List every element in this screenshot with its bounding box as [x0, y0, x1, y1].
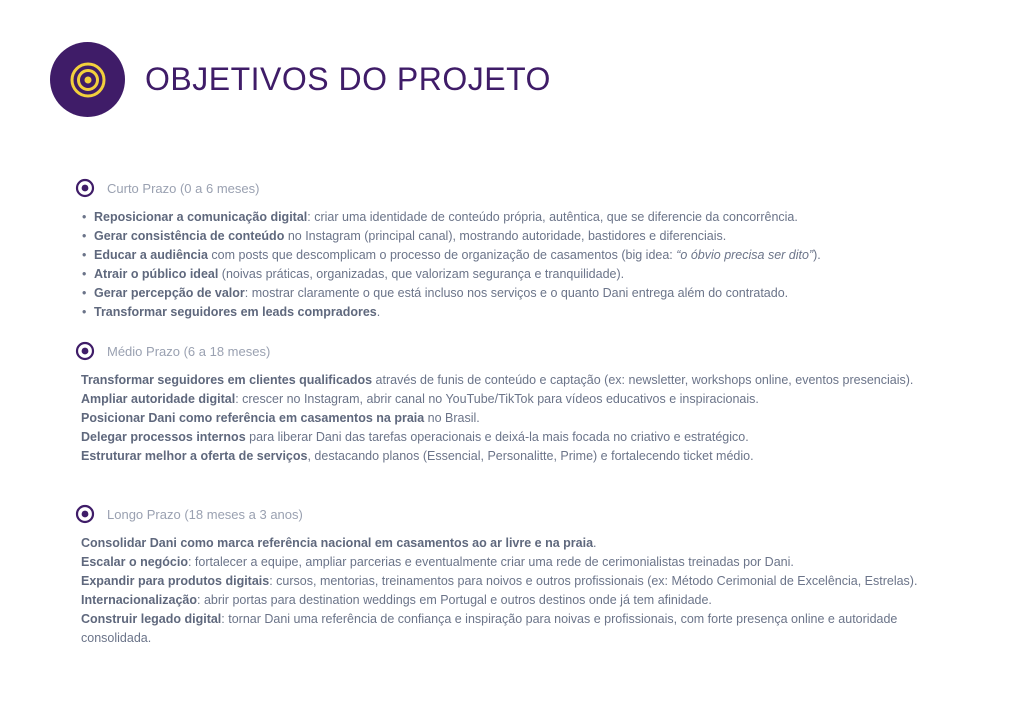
long-term-list [75, 534, 955, 648]
list-item: • Gerar consistência de conteúdo no Instagram (principal canal), mostrando autoridade, bastidores e diferenciais. [94, 227, 955, 246]
list-item: Transformar seguidores em clientes qualificados através de funis de conteúdo e captação (ex: newsletter, workshops online, eventos presenciais). [81, 373, 914, 387]
page-title: OBJETIVOS DO PROJETO [145, 61, 551, 97]
section-title: Médio Prazo (6 a 18 meses) [107, 343, 271, 359]
list-item: Consolidar Dani como marca referência nacional em casamentos ao ar livre e na praia. [81, 536, 597, 550]
list-item: Ampliar autoridade digital: crescer no Instagram, abrir canal no YouTube/TikTok para vídeos educativos e inspiracionais. [81, 392, 759, 406]
list-item: Posicionar Dani como referência em casamentos na praia no Brasil. [81, 411, 480, 425]
list-item: Estruturar melhor a oferta de serviços, destacando planos (Essencial, Personalitte, Prime) e fortalecendo ticket médio. [81, 449, 754, 463]
list-item: • Atrair o público ideal (noivas práticas, organizadas, que valorizam segurança e tranquilidade). [94, 265, 955, 284]
section-title: Longo Prazo (18 meses a 3 anos) [107, 506, 303, 522]
radio-bullet-icon [75, 178, 95, 198]
section-title: Curto Prazo (0 a 6 meses) [107, 180, 260, 196]
list-item: • Reposicionar a comunicação digital: criar uma identidade de conteúdo própria, autêntica, que se diferencie da concorrência. [94, 208, 955, 227]
section-long-term [75, 504, 955, 648]
list-item: • Transformar seguidores em leads compradores. [94, 303, 955, 322]
short-term-list [75, 208, 955, 322]
list-item: Escalar o negócio: fortalecer a equipe, ampliar parcerias e eventualmente criar uma rede de cerimonialistas treinadas por Dani. [81, 555, 794, 569]
page-header [50, 42, 551, 117]
section-short-term [75, 178, 955, 322]
section-mid-term [75, 341, 955, 466]
list-item: Internacionalização: abrir portas para destination weddings em Portugal e outros destinos onde já tem afinidade. [81, 593, 712, 607]
target-icon [50, 42, 125, 117]
list-item: Construir legado digital: tornar Dani uma referência de confiança e inspiração para noivas e profissionais, com forte presença online e autoridade consolidada. [81, 612, 898, 645]
list-item: • Gerar percepção de valor: mostrar claramente o que está incluso nos serviços e o quanto Dani entrega além do contratado. [94, 284, 955, 303]
radio-bullet-icon [75, 504, 95, 524]
list-item: • Educar a audiência com posts que descomplicam o processo de organização de casamentos (big idea: “o óbvio precisa ser dito”). [94, 246, 955, 265]
radio-bullet-icon [75, 341, 95, 361]
list-item: Expandir para produtos digitais: cursos, mentorias, treinamentos para noivos e outros profissionais (ex: Método Cerimonial de Excelência, Estrelas). [81, 574, 918, 588]
list-item: Delegar processos internos para liberar Dani das tarefas operacionais e deixá-la mais focada no criativo e estratégico. [81, 430, 749, 444]
mid-term-list [75, 371, 955, 466]
